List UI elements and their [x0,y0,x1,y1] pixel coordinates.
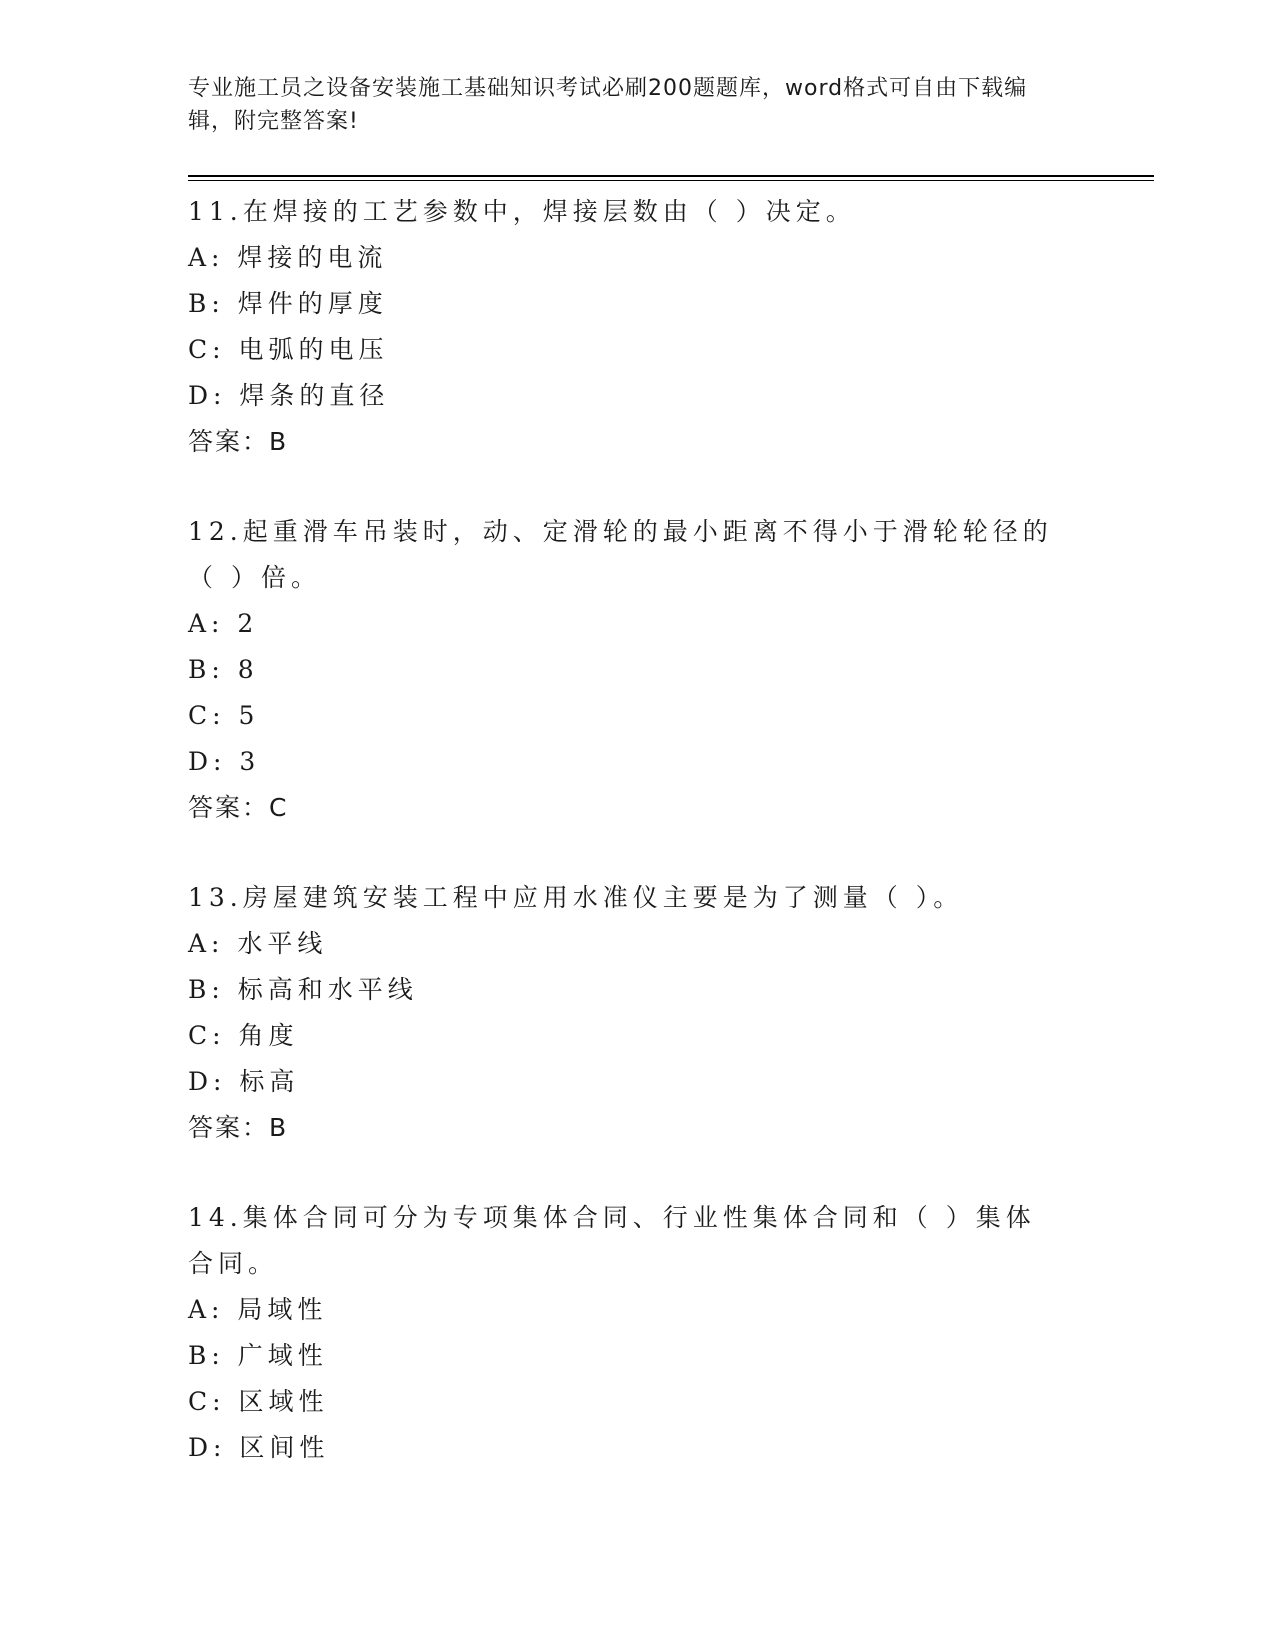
question-14 [188,1195,1154,1471]
answer-line: 答案：C [188,793,289,822]
option-d: D: 焊条的直径 [188,381,390,410]
question-12 [188,509,1154,831]
option-b: B: 8 [188,655,259,684]
question-stem: 11.在焊接的工艺参数中，焊接层数由（ ）决定。 [188,197,856,226]
option-b: B: 广域性 [188,1341,328,1370]
answer-line: 答案：B [188,427,289,456]
document-header: 专业施工员之设备安装施工基础知识考试必刷200题题库，word格式可自由下载编辑，附完整答案! [188,76,1028,134]
option-c: C: 电弧的电压 [188,335,389,364]
header-divider [188,175,1154,181]
question-11 [188,189,1154,465]
option-a: A: 2 [188,609,259,638]
question-stem: 12.起重滑车吊装时，动、定滑轮的最小距离不得小于滑轮轮径的（ ）倍。 [188,517,1053,592]
option-c: C: 区域性 [188,1387,329,1416]
option-d: D: 标高 [188,1067,300,1096]
question-stem: 13.房屋建筑安装工程中应用水准仪主要是为了测量（ ）。 [188,883,964,912]
document-page [188,72,1154,1515]
question-list [188,189,1154,1471]
option-b: B: 焊件的厚度 [188,289,388,318]
option-c: C: 角度 [188,1021,299,1050]
answer-line: 答案：B [188,1113,289,1142]
option-d: D: 3 [188,747,261,776]
option-a: A: 焊接的电流 [188,243,388,272]
option-a: A: 局域性 [188,1295,328,1324]
question-stem: 14.集体合同可分为专项集体合同、行业性集体合同和（ ）集体合同。 [188,1203,1036,1278]
question-13 [188,875,1154,1151]
option-a: A: 水平线 [188,929,328,958]
option-d: D: 区间性 [188,1433,330,1462]
option-c: C: 5 [188,701,260,730]
option-b: B: 标高和水平线 [188,975,418,1004]
